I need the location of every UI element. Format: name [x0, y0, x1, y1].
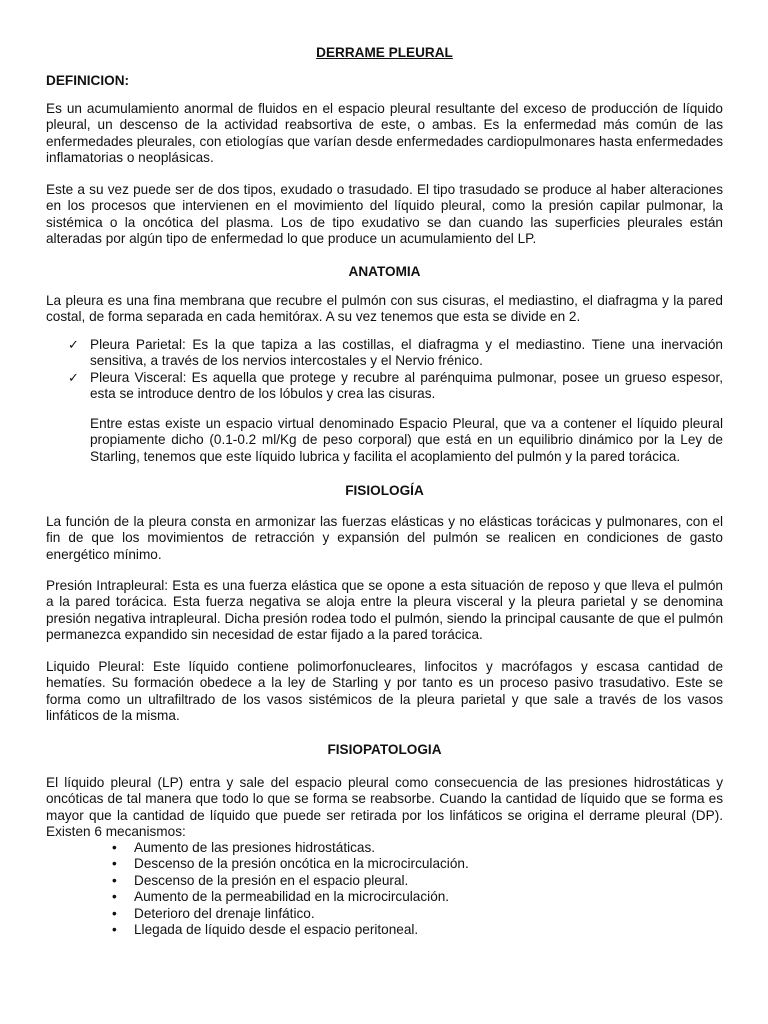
list-item	[46, 906, 723, 922]
list-item-text: Descenso de la presión en el espacio pleural.	[134, 872, 409, 888]
list-item	[46, 889, 723, 905]
heading-fisiologia: FISIOLOGÍA	[345, 483, 424, 498]
mechanisms-list	[46, 840, 723, 938]
heading-anatomia: ANATOMIA	[348, 264, 421, 279]
list-item-text: Pleura Parietal: Es la que tapiza a las costillas, el diafragma y el mediastino. Tiene una inervación sensitiva, a través de los nervios intercostales y el Nervio frénico.	[90, 337, 723, 369]
list-item	[46, 873, 723, 889]
paragraph-definicion-1: Es un acumulamiento anormal de fluidos en el espacio pleural resultante del exceso de producción de líquido pleural, un descenso de la actividad reabsortiva de este, o ambas. Es la enfermedad más común de las enfermedades pleurales, con etiologías que varían desde enfermedades cardiopulmonares hasta enfermedades inflamatorias o neoplásicas.	[46, 101, 723, 166]
paragraph-anatomia-2: Entre estas existe un espacio virtual denominado Espacio Pleural, que va a contener el líquido pleural propiamente dicho (0.1-0.2 ml/Kg de peso corporal) que está en un equilibrio dinámico por la Ley de Starling, tenemos que este líquido lubrica y facilita el acoplamiento del pulmón y la pared torácica.	[90, 416, 723, 464]
heading-definicion: DEFINICION:	[46, 73, 130, 88]
list-item-text: Aumento de las presiones hidrostáticas.	[134, 840, 376, 855]
list-item	[46, 856, 723, 872]
bullet-icon: •	[112, 872, 117, 888]
page-title: DERRAME PLEURAL	[316, 45, 453, 60]
checkmark-icon: ✓	[68, 337, 79, 352]
paragraph-liquido-pleural: Liquido Pleural: Este líquido contiene polimorfonucleares, linfocitos y macrófagos y escasa cantidad de hematíes. Su formación obedece a la ley de Starling y por tanto es un proceso pasivo trasudativo. Este se forma como un ultrafiltrado de los vasos sistémicos de la pleura parietal y que sale a través de los vasos linfáticos de la misma.	[46, 659, 723, 724]
list-item-text: Deterioro del drenaje linfático.	[134, 905, 315, 921]
list-item-pleura-parietal	[46, 337, 723, 370]
list-item-text: Llegada de líquido desde el espacio peritoneal.	[134, 922, 419, 938]
paragraph-presion-intrapleural: Presión Intrapleural: Esta es una fuerza elástica que se opone a esta situación de reposo y que lleva el pulmón a la pared torácica. Esta fuerza negativa se aloja entre la pleura visceral y la pleura parietal y se denomina presión negativa intrapleural. Dicha presión rodea todo el pulmón, siendo la principal causante de que el pulmón permanezca expandido sin necesidad de estar fijado a la pared torácica.	[46, 578, 723, 643]
paragraph-anatomia-1: La pleura es una fina membrana que recubre el pulmón con sus cisuras, el mediastino, el diafragma y la pared costal, de forma separada en cada hemitórax. A su vez tenemos que esta se divide en 2.	[46, 293, 723, 325]
checkmark-icon: ✓	[68, 369, 79, 385]
bullet-icon: •	[112, 840, 117, 855]
list-item-pleura-visceral	[46, 370, 723, 403]
list-item-text: Pleura Visceral: Es aquella que protege y recubre al parénquima pulmonar, posee un grueso espesor, esta se introduce dentro de los lóbulos y crea las cisuras.	[90, 369, 723, 402]
list-item	[46, 922, 723, 938]
paragraph-fisiologia-1: La función de la pleura consta en armonizar las fuerzas elásticas y no elásticas torácicas y pulmonares, con el fin de que los movimientos de retracción y expansión del pulmón se realicen en condiciones de gasto energético mínimo.	[46, 514, 723, 562]
bullet-icon: •	[112, 905, 117, 921]
pleura-types-list	[46, 337, 723, 403]
list-item-text: Aumento de la permeabilidad en la microcirculación.	[134, 889, 450, 905]
bullet-icon: •	[112, 922, 117, 938]
list-item	[46, 840, 723, 856]
bullet-icon: •	[112, 856, 117, 872]
bullet-icon: •	[112, 889, 117, 905]
list-item-text: Descenso de la presión oncótica en la microcirculación.	[134, 856, 469, 872]
paragraph-fisiopatologia-1: El líquido pleural (LP) entra y sale del espacio pleural como consecuencia de las presiones hidrostáticas y oncóticas de tal manera que todo lo que se forma se reabsorbe. Cuando la cantidad de líquido que se forma es mayor que la cantidad de líquido que puede ser retirada por los linfáticos se origina el derrame pleural (DP). Existen 6 mecanismos:	[46, 775, 723, 840]
heading-fisiopatologia: FISIOPATOLOGIA	[327, 742, 442, 757]
paragraph-definicion-2: Este a su vez puede ser de dos tipos, exudado o trasudado. El tipo trasudado se produce al haber alteraciones en los procesos que intervienen en el movimiento del líquido pleural, como la presión capilar pulmonar, la sistémica o la oncótica del plasma. Los de tipo exudativo se dan cuando las superficies pleurales están alteradas por algún tipo de enfermedad lo que produce un acumulamiento del LP.	[46, 182, 723, 247]
